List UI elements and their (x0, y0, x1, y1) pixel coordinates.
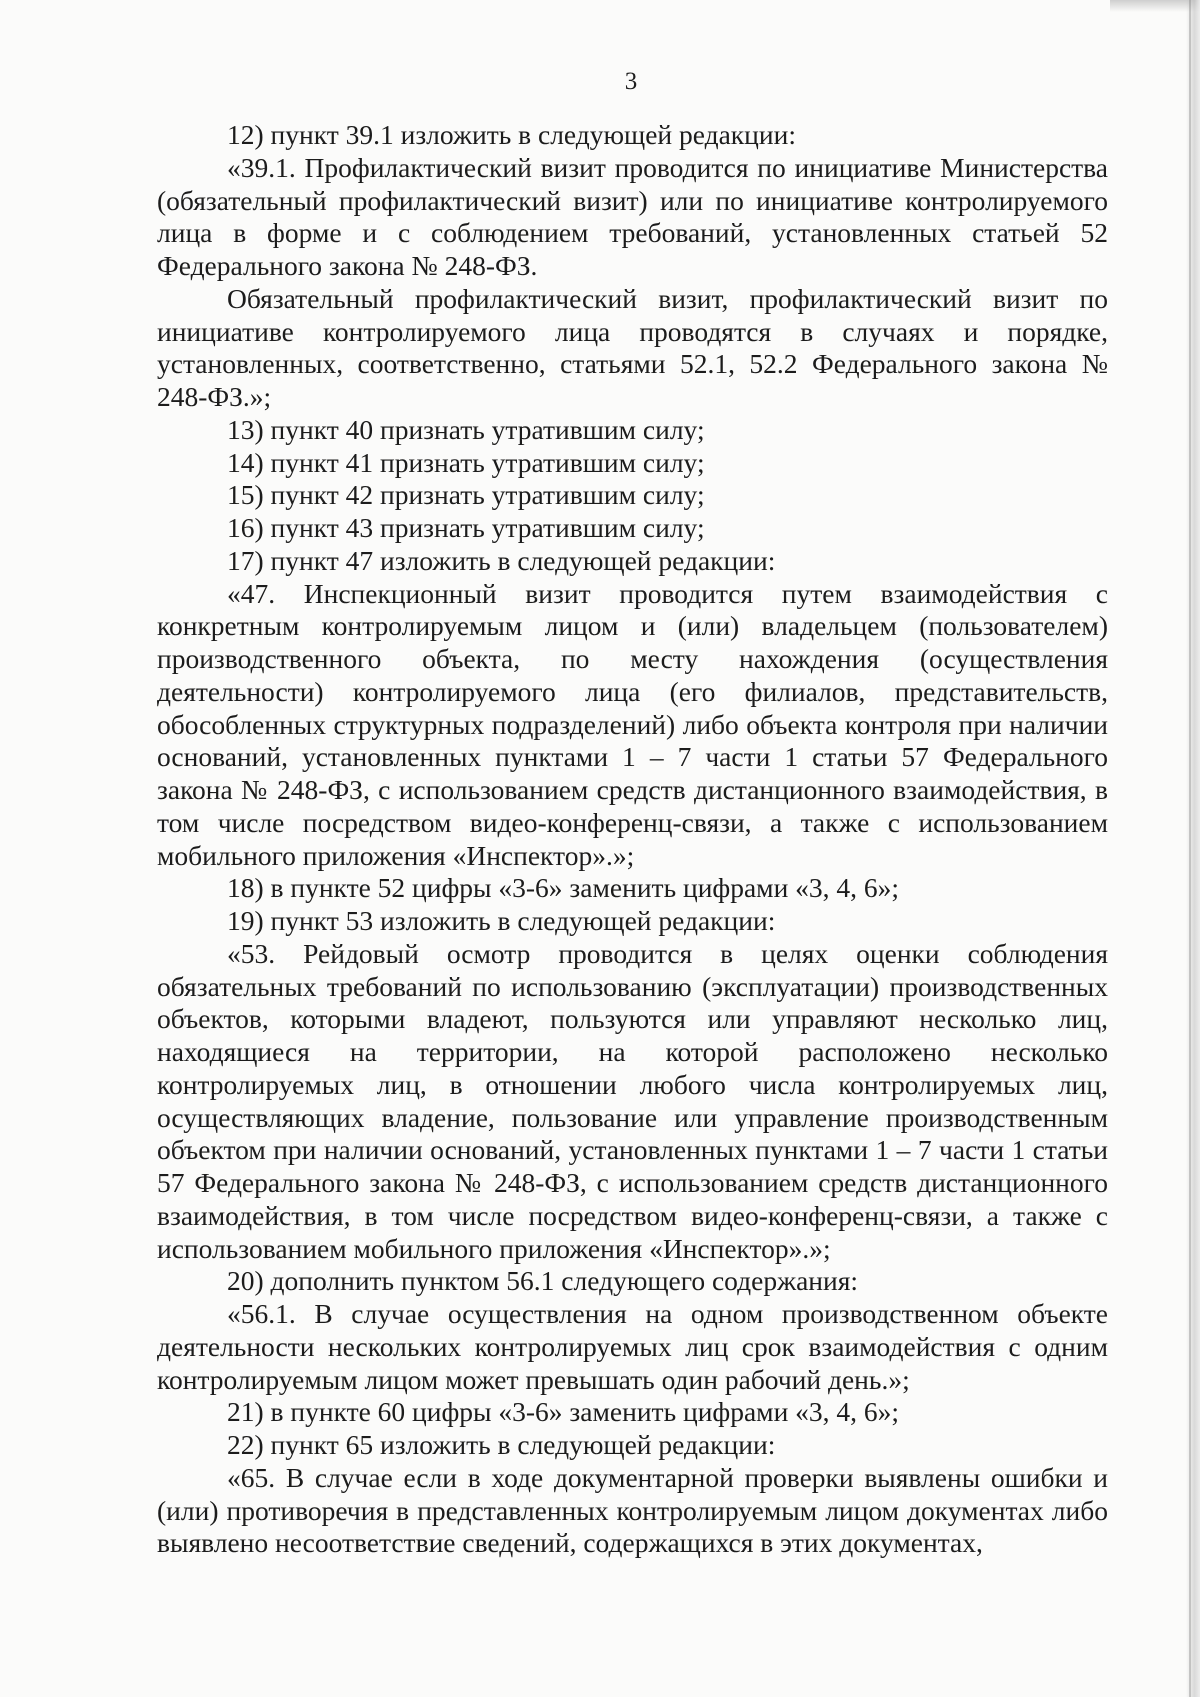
paragraph-item-22: 22) пункт 65 изложить в следующей редакции: (227, 1429, 776, 1460)
paragraph-item-20: 20) дополнить пунктом 56.1 следующего содержания: (227, 1265, 859, 1297)
document-body (157, 119, 1108, 1560)
quoted-paragraph-39-1: «39.1. Профилактический визит проводится по инициативе Министерства (обязательный профилактический визит) или по инициативе контролируемого лица в форме и с соблюдением требований, установленных статьей 52 Федерального закона № 248-ФЗ. (157, 151, 1108, 281)
quoted-paragraph-39-1-continued: Обязательный профилактический визит, профилактический визит по инициативе контролируемого лица проводятся в случаях и порядке, установленных, соответственно, статьями 52.1, 52.2 Федерального закона № 248-ФЗ.»; (157, 282, 1108, 412)
quoted-paragraph-47: «47. Инспекционный визит проводится путем взаимодействия с конкретным контролируемым лицом и (или) владельцем (пользователем) производственного объекта, по месту нахождения (осуществления деятельности) контролируемого лица (его филиалов, представительств, обособленных структурных подразделений) либо объекта контроля при наличии оснований, установленных пунктами 1 – 7 части 1 статьи 57 Федерального закона № 248-ФЗ, с использованием средств дистанционного взаимодействия, в том числе посредством видео-конференц-связи, а также с использованием мобильного приложения «Инспектор».»; (157, 577, 1108, 871)
paragraph-item-18: 18) в пункте 52 цифры «3-6» заменить цифрами «3, 4, 6»; (227, 872, 900, 904)
quoted-paragraph-56-1: «56.1. В случае осуществления на одном производственном объекте деятельности нескольких контролируемых лиц срок взаимодействия с одним контролируемым лицом может превышать один рабочий день.»; (157, 1298, 1108, 1395)
paragraph-item-17: 17) пункт 47 изложить в следующей редакции: (227, 544, 776, 576)
quoted-paragraph-65: «65. В случае если в ходе документарной проверки выявлены ошибки и (или) противоречия в представленных контролируемым лицом документах либо выявлено несоответствие сведений, содержащихся в этих документах, (157, 1461, 1108, 1559)
paragraph-item-12: 12) пункт 39.1 изложить в следующей редакции: (227, 119, 796, 150)
paragraph-item-21: 21) в пункте 60 цифры «3-6» заменить цифрами «3, 4, 6»; (227, 1396, 900, 1428)
page-number: 3 (624, 68, 638, 95)
paragraph-item-16: 16) пункт 43 признать утратившим силу; (227, 512, 705, 543)
quoted-paragraph-53: «53. Рейдовый осмотр проводится в целях оценки соблюдения обязательных требований по использованию (эксплуатации) производственных объектов, которыми владеют, пользуются или управляют несколько лиц, находящиеся на территории, на которой расположено несколько контролируемых лиц, в отношении любого числа контролируемых лиц, осуществляющих владение, пользование или управление производственным объектом при наличии оснований, установленных пунктами 1 – 7 части 1 статьи 57 Федерального закона № 248-ФЗ, с использованием средств дистанционного взаимодействия, в том числе посредством видео-конференц-связи, а также с использованием мобильного приложения «Инспектор».»; (157, 937, 1108, 1264)
scan-edge-line (1189, 0, 1191, 1697)
paragraph-item-15: 15) пункт 42 признать утратившим силу; (227, 479, 705, 511)
paragraph-item-19: 19) пункт 53 изложить в следующей редакции: (227, 905, 776, 936)
paragraph-item-13: 13) пункт 40 признать утратившим силу; (227, 413, 705, 445)
paragraph-item-14: 14) пункт 41 признать утратившим силу; (227, 446, 705, 478)
